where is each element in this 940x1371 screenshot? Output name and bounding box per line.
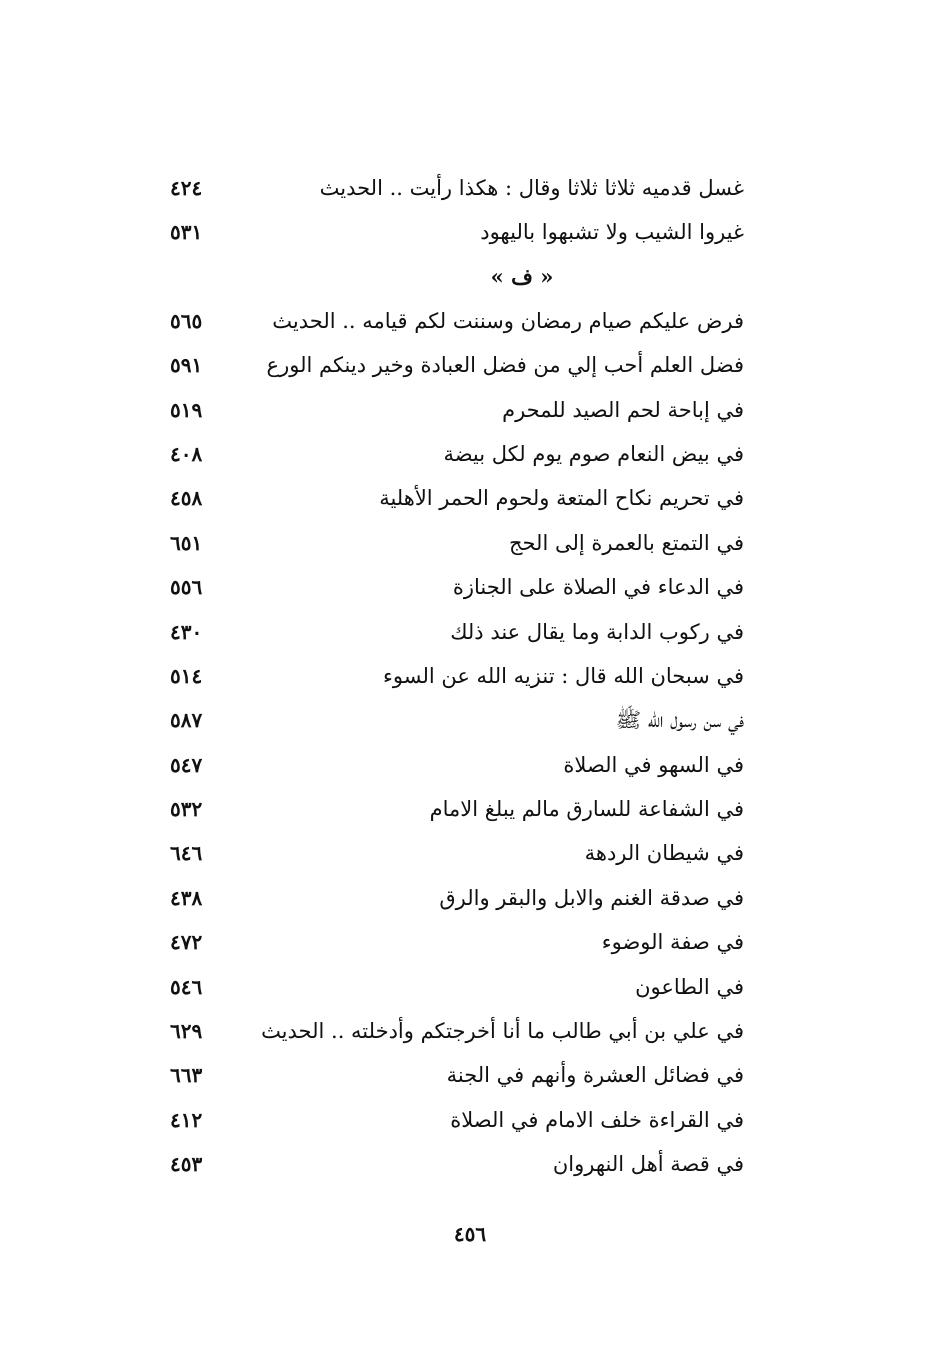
entry-page-number: ٦٦٣ bbox=[170, 1063, 203, 1088]
entry-title: في القراءة خلف الامام في الصلاة bbox=[450, 1107, 744, 1132]
index-entry bbox=[170, 480, 744, 524]
index-entry bbox=[170, 569, 744, 613]
entry-title: فضل العلم أحب إلي من فضل العبادة وخير دينكم الورع bbox=[266, 353, 744, 378]
entry-title: في تحريم نكاح المتعة ولحوم الحمر الأهلية bbox=[379, 486, 744, 511]
entry-page-number: ٥١٩ bbox=[170, 397, 203, 422]
entry-title: في الشفاعة للسارق مالم يبلغ الامام bbox=[429, 797, 744, 822]
entry-page-number: ٥٥٦ bbox=[170, 575, 203, 600]
index-entry bbox=[170, 835, 744, 879]
entry-page-number: ٤٣٨ bbox=[170, 885, 203, 910]
entry-title: في صدقة الغنم والابل والبقر والرق bbox=[439, 885, 744, 910]
entry-page-number: ٥٣٢ bbox=[170, 797, 203, 822]
entry-page-number: ٤٧٢ bbox=[170, 930, 203, 955]
index-entry bbox=[170, 392, 744, 436]
section-heading: « ف » bbox=[490, 263, 554, 289]
entry-title: غيروا الشيب ولا تشبهوا باليهود bbox=[480, 220, 744, 245]
entry-page-number: ٤٥٨ bbox=[170, 486, 203, 511]
entry-title: في ركوب الدابة وما يقال عند ذلك bbox=[450, 619, 744, 644]
entry-page-number: ٥٦٥ bbox=[170, 308, 203, 333]
index-entry bbox=[170, 170, 744, 214]
entry-title: في سن رسول الله ﷺ bbox=[615, 708, 744, 733]
page-number: ٤٥٦ bbox=[453, 1222, 487, 1246]
index-entry bbox=[170, 658, 744, 702]
index-entry bbox=[170, 1013, 744, 1057]
entry-title: في إباحة لحم الصيد للمحرم bbox=[502, 397, 744, 422]
index-entry bbox=[170, 702, 744, 746]
index-entry bbox=[170, 880, 744, 924]
index-entry bbox=[170, 969, 744, 1013]
index-entry bbox=[170, 791, 744, 835]
entry-page-number: ٦٢٩ bbox=[170, 1019, 203, 1044]
index-entry bbox=[170, 1146, 744, 1190]
index-entry bbox=[170, 1057, 744, 1101]
entry-title: في التمتع بالعمرة إلى الحج bbox=[508, 530, 744, 555]
entry-page-number: ٤٣٠ bbox=[170, 619, 203, 644]
entry-title: في بيض النعام صوم يوم لكل بيضة bbox=[443, 441, 744, 466]
entry-title: في الدعاء في الصلاة على الجنازة bbox=[452, 575, 744, 600]
index-entry bbox=[170, 303, 744, 347]
index-entry bbox=[170, 525, 744, 569]
entry-title: في قصة أهل النهروان bbox=[552, 1152, 744, 1177]
index-entry bbox=[170, 347, 744, 391]
entry-title: في صفة الوضوء bbox=[601, 930, 744, 955]
entry-page-number: ٥٤٦ bbox=[170, 974, 203, 999]
entry-page-number: ٥٨٧ bbox=[170, 708, 203, 733]
index-entry bbox=[170, 436, 744, 480]
entry-title: في سبحان الله قال : تنزيه الله عن السوء bbox=[383, 663, 744, 688]
entry-title: في فضائل العشرة وأنهم في الجنة bbox=[446, 1063, 744, 1088]
entry-page-number: ٤١٢ bbox=[170, 1107, 203, 1132]
index-entry bbox=[170, 747, 744, 791]
entry-page-number: ٦٥١ bbox=[170, 530, 203, 555]
entry-page-number: ٤٢٤ bbox=[170, 176, 203, 200]
entry-page-number: ٥٤٧ bbox=[170, 752, 203, 777]
entry-title: فرض عليكم صيام رمضان وسننت لكم قيامه .. الحديث bbox=[272, 308, 744, 333]
entry-title: في شيطان الردهة bbox=[584, 841, 744, 866]
hadith-index-list bbox=[170, 170, 744, 1191]
entry-page-number: ٥١٤ bbox=[170, 663, 203, 688]
entry-page-number: ٤٠٨ bbox=[170, 441, 203, 466]
entry-title: في الطاعون bbox=[635, 974, 744, 999]
index-entry bbox=[170, 1102, 744, 1146]
entry-page-number: ٥٣١ bbox=[170, 220, 203, 245]
entry-title: في السهو في الصلاة bbox=[563, 752, 744, 777]
section-heading-row bbox=[170, 259, 744, 303]
entry-page-number: ٥٩١ bbox=[170, 353, 203, 378]
index-entry bbox=[170, 924, 744, 968]
entry-title: في علي بن أبي طالب ما أنا أخرجتكم وأدخلته .. الحديث bbox=[261, 1019, 744, 1044]
entry-page-number: ٤٥٣ bbox=[170, 1152, 203, 1177]
index-entry bbox=[170, 614, 744, 658]
entry-page-number: ٦٤٦ bbox=[170, 841, 203, 866]
index-entry bbox=[170, 214, 744, 258]
entry-title: غسل قدميه ثلاثا ثلاثا وقال : هكذا رأيت .. الحديث bbox=[319, 176, 744, 200]
